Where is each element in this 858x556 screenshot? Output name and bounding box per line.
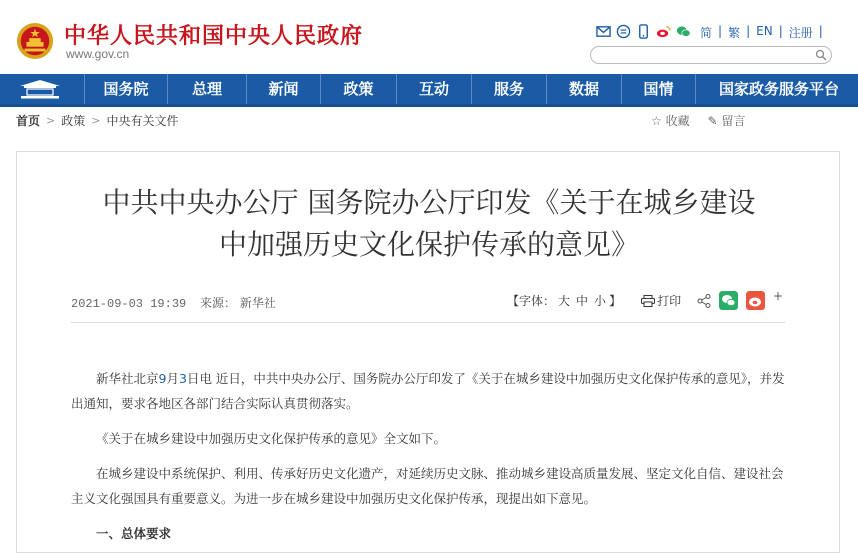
nav-item-national-info[interactable]: 国情 (621, 74, 695, 104)
share-bar (697, 288, 784, 310)
nav-item-gov-service-platform[interactable]: 国家政务服务平台 (695, 74, 858, 104)
nav-item-services[interactable]: 服务 (471, 74, 546, 104)
more-share-icon[interactable]: + (773, 288, 784, 303)
lang-simplified[interactable]: 简 (700, 26, 713, 40)
home-gate-icon[interactable] (18, 78, 62, 100)
p1-day: 3 (178, 371, 187, 386)
pencil-icon: ✎ (707, 114, 718, 128)
search-box (590, 46, 832, 64)
nav-item-news[interactable]: 新闻 (246, 74, 320, 104)
article-title (57, 182, 801, 266)
wechat-icon[interactable] (676, 24, 691, 39)
p1-text-c: 日电 近日，中共中央办公厅、国务院办公厅印发了《关于在城乡建设中加强历史文化保护传承的意见》，并发出通知，要求各地区各部门结合实际认真贯彻落实。 (71, 371, 785, 411)
article-meta (71, 294, 276, 311)
source-name: 新华社 (239, 296, 276, 310)
breadcrumb-policy[interactable]: 政策 (61, 114, 86, 128)
article-title-line-1: 中共中央办公厅 国务院办公厅印发《关于在城乡建设 (102, 186, 756, 219)
font-size-large[interactable]: 大 (558, 294, 571, 308)
publish-date: 2021-09-03 19:39 (71, 297, 187, 311)
lang-traditional[interactable]: 繁 (728, 26, 741, 40)
separator: | (818, 24, 823, 38)
top-icon-bar (596, 23, 691, 39)
star-icon: ☆ (651, 114, 662, 128)
section-heading: 一、总体要求 (96, 526, 172, 541)
search-input[interactable] (599, 52, 813, 68)
article-tools (507, 292, 681, 309)
chevron-right-icon: > (46, 114, 56, 127)
weibo-share-icon[interactable] (746, 291, 765, 310)
share-icon[interactable] (697, 294, 711, 308)
favorite-button[interactable] (651, 112, 690, 129)
separator: | (778, 24, 783, 38)
comment-label: 留言 (721, 114, 746, 128)
chevron-right-icon: > (91, 114, 101, 127)
lang-english[interactable]: EN (756, 24, 773, 38)
site-url: www.gov.cn (66, 47, 130, 61)
print-button[interactable] (641, 292, 681, 309)
message-icon[interactable] (616, 24, 631, 39)
mail-icon[interactable] (596, 24, 611, 39)
favorite-label: 收藏 (665, 114, 690, 128)
print-label: 打印 (657, 294, 682, 308)
breadcrumb (16, 112, 178, 129)
separator: | (746, 24, 751, 38)
national-emblem-icon[interactable] (16, 22, 54, 60)
p1-text-b: 月 (166, 371, 179, 386)
p1-text-a: 新华社北京 (96, 371, 159, 386)
paragraph-2: 《关于在城乡建设中加强历史文化保护传承的意见》全文如下。 (96, 431, 447, 446)
paragraph-1 (71, 366, 785, 416)
font-size-medium[interactable]: 中 (576, 294, 589, 308)
site-title[interactable]: 中华人民共和国中央人民政府 (64, 24, 364, 49)
search-icon[interactable] (815, 49, 827, 61)
source-label: 来源： (200, 296, 237, 310)
nav-item-premier[interactable]: 总理 (167, 74, 246, 104)
weibo-icon[interactable] (656, 24, 671, 39)
comment-button[interactable] (708, 112, 746, 129)
printer-icon (641, 295, 655, 307)
article-title-line-2: 中加强历史文化保护传承的意见》 (218, 228, 639, 261)
font-size-bracket: 】 (609, 294, 622, 308)
wechat-share-icon[interactable] (719, 291, 738, 310)
language-links (700, 24, 829, 41)
font-size-label: 【字体： (507, 294, 556, 308)
breadcrumb-home[interactable]: 首页 (16, 114, 41, 128)
meta-divider (71, 322, 785, 323)
mobile-icon[interactable] (636, 24, 651, 39)
page-actions (651, 112, 746, 129)
font-size-small[interactable]: 小 (594, 294, 607, 308)
nav-item-policy[interactable]: 政策 (320, 74, 396, 104)
nav-item-interaction[interactable]: 互动 (396, 74, 471, 104)
article-card (16, 151, 840, 553)
article-body (71, 366, 785, 556)
nav-item-state-council[interactable]: 国务院 (84, 74, 167, 104)
site-header (0, 0, 858, 74)
breadcrumb-central-documents[interactable]: 中央有关文件 (106, 114, 179, 128)
paragraph-3: 在城乡建设中系统保护、利用、传承好历史文化遗产，对延续历史文脉、推动城乡建设高质量发展、坚定文化自信、建设社会主义文化强国具有重要意义。为进一步在城乡建设中加强历史文化保护传承，现提出如下意见。 (71, 466, 784, 506)
register-link[interactable]: 注册 (788, 26, 813, 40)
nav-list (84, 74, 858, 104)
p1-month: 9 (158, 371, 167, 386)
main-nav (0, 74, 858, 107)
separator: | (718, 24, 723, 38)
nav-item-data[interactable]: 数据 (546, 74, 621, 104)
